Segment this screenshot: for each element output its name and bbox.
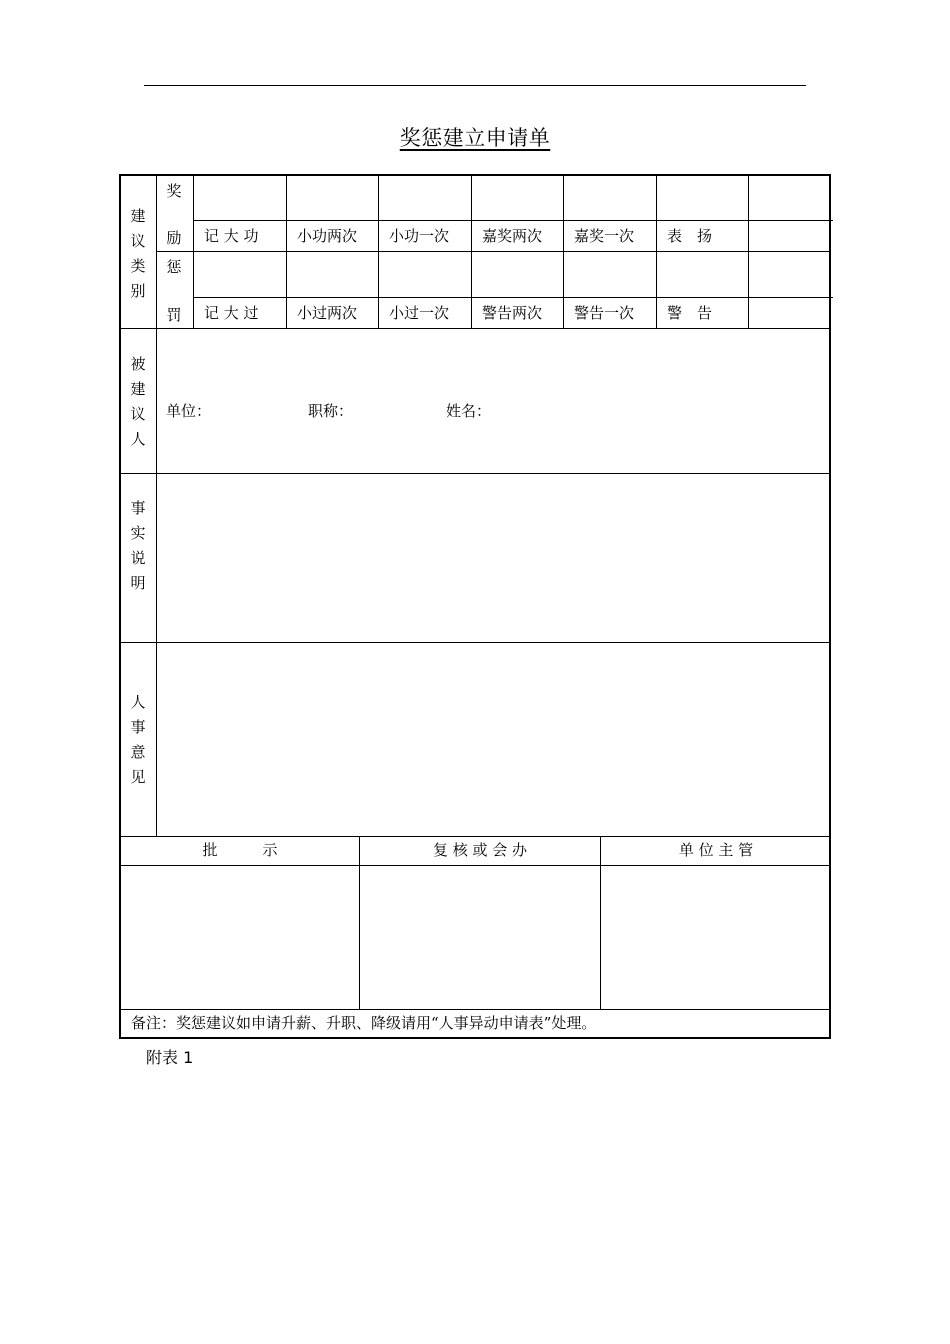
option-col-divider-1 [286, 176, 287, 328]
option-col-divider-6 [748, 176, 749, 328]
penalty-option[interactable]: 警 告 [667, 304, 713, 322]
review-header: 复 核 或 会 办 [432, 841, 528, 859]
nominee-label: 被建议人 [130, 355, 146, 448]
option-col-divider-3 [471, 176, 472, 328]
job-title-label: 职称： [308, 402, 354, 420]
reward-option[interactable]: 表 扬 [667, 227, 713, 245]
unit-label: 单位： [166, 402, 212, 420]
option-col-divider-4 [563, 176, 564, 328]
penalty-label-bottom: 罚 [166, 306, 182, 324]
reward-row-divider [193, 220, 833, 221]
reward-label-bottom: 励 [166, 229, 182, 247]
option-col-divider-2 [378, 176, 379, 328]
section-divider-hr [121, 836, 831, 837]
section-divider-category [121, 328, 831, 329]
penalty-option[interactable]: 警告两次 [482, 304, 543, 322]
application-form [119, 174, 831, 1039]
label-column-divider [156, 176, 157, 836]
category-label: 建议类别 [130, 207, 146, 300]
penalty-option[interactable]: 警告一次 [574, 304, 635, 322]
penalty-row-divider [193, 297, 833, 298]
option-col-divider-5 [656, 176, 657, 328]
signoff-col-divider-1 [359, 836, 360, 1009]
reward-option[interactable]: 记 大 功 [204, 227, 259, 245]
reward-option[interactable]: 小功两次 [297, 227, 358, 245]
signoff-col-divider-2 [600, 836, 601, 1009]
reward-option[interactable]: 小功一次 [389, 227, 450, 245]
appendix-label: 附表 1 [146, 1048, 194, 1067]
penalty-label-top: 惩 [166, 258, 182, 276]
penalty-option[interactable]: 小过两次 [297, 304, 358, 322]
form-title: 奖惩建立申请单 [399, 126, 551, 150]
supervisor-header: 单 位 主 管 [678, 841, 754, 859]
section-divider-facts [121, 642, 831, 643]
header-rule [144, 85, 806, 86]
approval-header: 批 示 [202, 841, 278, 859]
section-divider-nominee [121, 473, 831, 474]
reward-option[interactable]: 嘉奖两次 [482, 227, 543, 245]
remark-divider [121, 1009, 831, 1010]
reward-label-top: 奖 [166, 182, 182, 200]
penalty-option[interactable]: 记 大 过 [204, 304, 259, 322]
reward-option[interactable]: 嘉奖一次 [574, 227, 635, 245]
remark-text: 备注：奖惩建议如申请升薪、升职、降级请用“人事异动申请表”处理。 [131, 1014, 597, 1032]
reward-penalty-divider [156, 251, 831, 252]
name-label: 姓名： [446, 402, 492, 420]
type-column-divider [193, 176, 194, 328]
signoff-header-divider [121, 865, 831, 866]
facts-label: 事实说明 [130, 499, 146, 592]
hr-opinion-label: 人事意见 [130, 693, 146, 786]
penalty-option[interactable]: 小过一次 [389, 304, 450, 322]
